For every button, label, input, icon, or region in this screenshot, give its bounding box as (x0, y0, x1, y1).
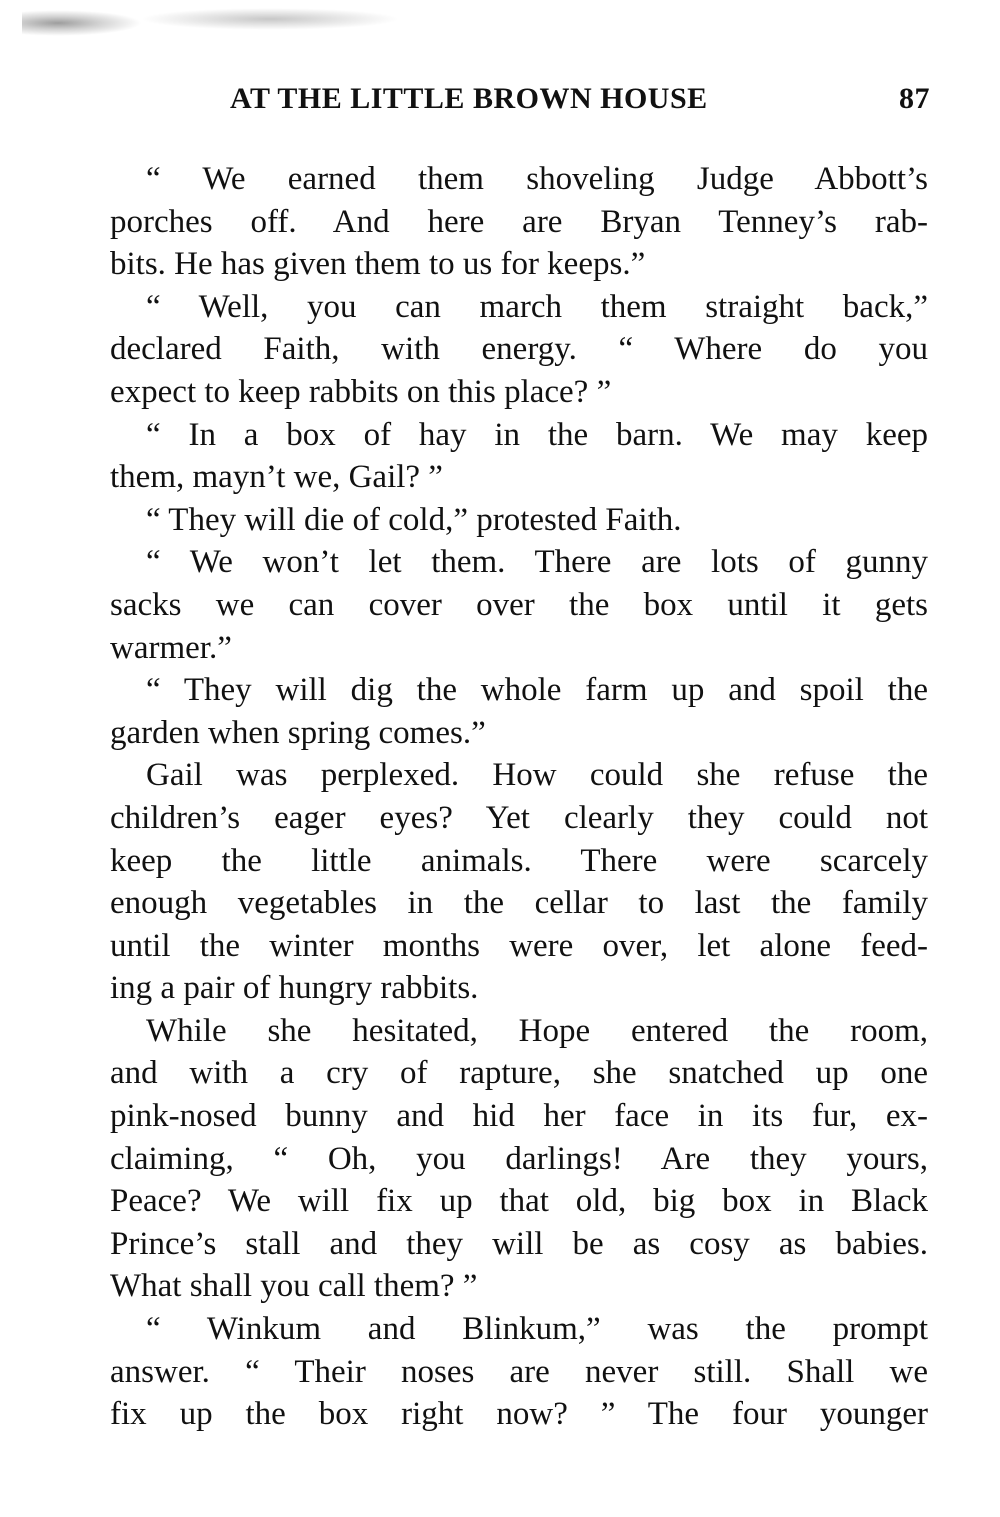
text-line: them, mayn’t we, Gail? ” (110, 459, 443, 496)
text-line: garden when spring comes.” (110, 714, 486, 751)
text-line: declared Faith, with energy. “ Where do you (110, 331, 928, 368)
text-line: and with a cry of rapture, she snatched up one (110, 1055, 928, 1092)
text-line: “ In a box of hay in the barn. We may keep (146, 416, 928, 453)
text-line: ing a pair of hungry rabbits. (110, 970, 479, 1007)
text-line: While she hesitated, Hope entered the room, (146, 1012, 928, 1049)
ink-smudge (22, 10, 142, 36)
text-line: What shall you call them? ” (110, 1268, 478, 1305)
text-line: Prince’s stall and they will be as cosy as babies. (110, 1225, 928, 1262)
text-line: expect to keep rabbits on this place? ” (110, 373, 612, 410)
text-line: “ They will die of cold,” protested Faith. (146, 501, 682, 538)
text-line: until the winter months were over, let alone feed- (110, 927, 928, 964)
text-line: sacks we can cover over the box until it gets (110, 586, 928, 623)
text-line: answer. “ Their noses are never still. Shall we (110, 1353, 928, 1390)
text-line: “ They will dig the whole farm up and spoil the (146, 672, 928, 709)
running-head: AT THE LITTLE BROWN HOUSE (230, 82, 708, 115)
text-line: fix up the box right now? ” The four younger (110, 1396, 928, 1433)
text-line: pink-nosed bunny and hid her face in its fur, ex- (110, 1098, 928, 1135)
text-line: enough vegetables in the cellar to last the family (110, 885, 928, 922)
text-line: Gail was perplexed. How could she refuse the (146, 757, 928, 794)
text-line: “ We won’t let them. There are lots of gunny (146, 544, 928, 581)
text-line: “ We earned them shoveling Judge Abbott’s (146, 161, 928, 197)
text-line: porches off. And here are Bryan Tenney’s rab- (110, 203, 928, 240)
body-text (110, 158, 928, 1436)
page-header (230, 82, 930, 122)
text-line: claiming, “ Oh, you darlings! Are they yours, (110, 1140, 928, 1177)
text-line: “ Winkum and Blinkum,” was the prompt (146, 1311, 928, 1348)
text-line: bits. He has given them to us for keeps.” (110, 246, 646, 283)
text-line: children’s eager eyes? Yet clearly they could not (110, 799, 928, 836)
text-line: keep the little animals. There were scarcely (110, 842, 928, 879)
ink-smudge-faint (140, 8, 400, 30)
text-line: warmer.” (110, 629, 232, 666)
page-number: 87 (899, 82, 930, 115)
text-line: Peace? We will fix up that old, big box in Black (110, 1183, 928, 1220)
text-line: “ Well, you can march them straight back,” (146, 288, 928, 325)
